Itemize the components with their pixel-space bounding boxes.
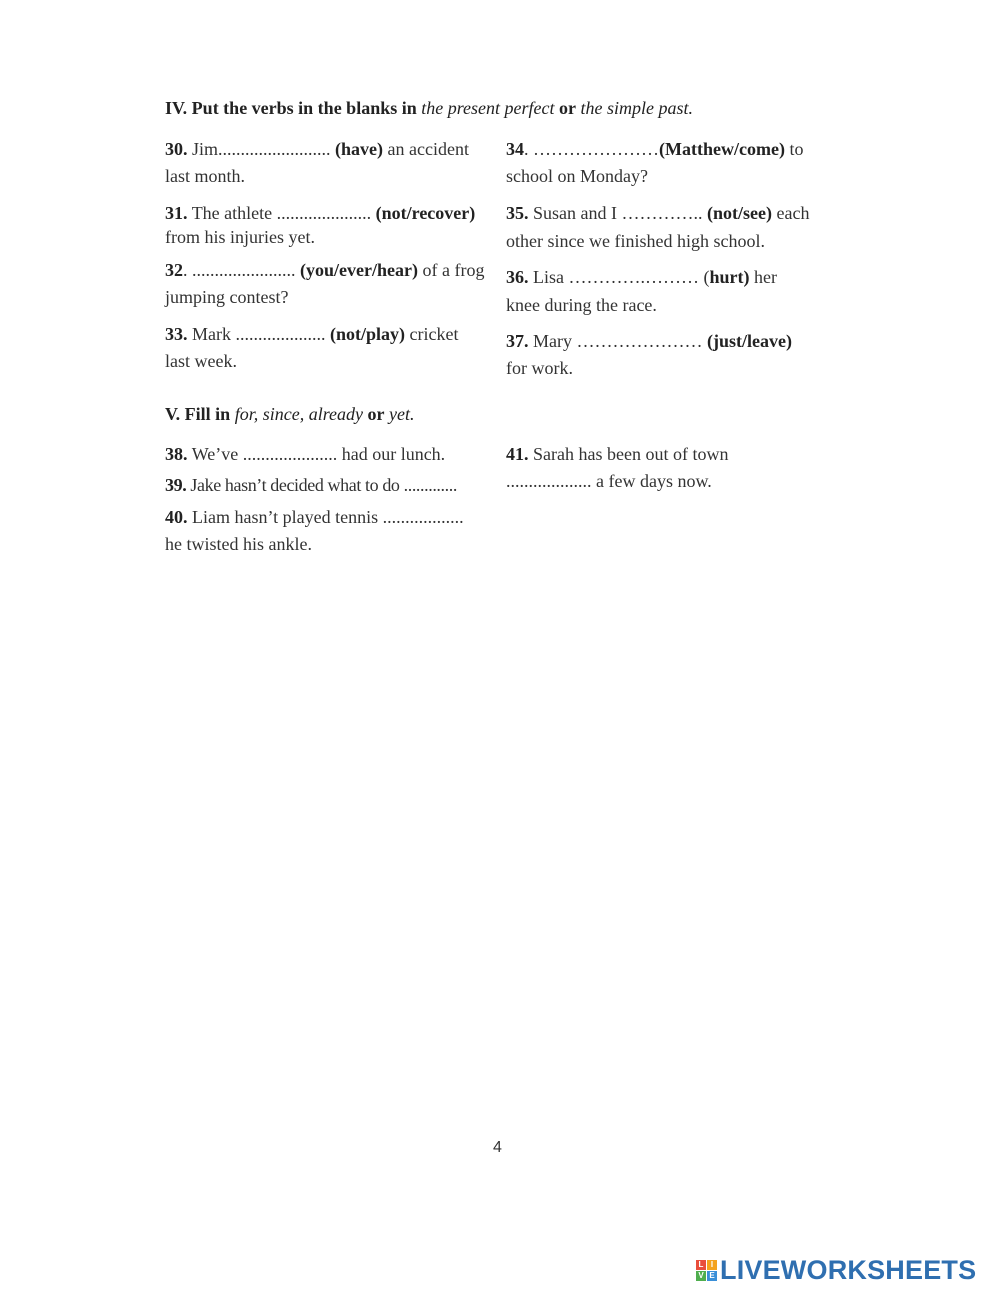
logo-icon-letter-l: L: [696, 1260, 706, 1270]
q38-number: 38.: [165, 444, 188, 464]
q39-number: 39.: [165, 475, 187, 495]
q33-verb: (not/play): [330, 324, 406, 344]
question-31: [165, 203, 475, 223]
section-5-heading-italic-1: for, since, already: [234, 404, 364, 424]
q36-number: 36.: [506, 267, 529, 287]
q32-number: 32: [165, 260, 183, 280]
q31-line-2: from his injuries yet.: [165, 227, 315, 247]
question-37: [506, 331, 792, 351]
q35-text-b: each: [776, 203, 810, 223]
q30-number: 30.: [165, 139, 188, 159]
q35-text-a[interactable]: Susan and I …………..: [533, 203, 703, 223]
section-4-heading-italic-2: the simple past.: [580, 98, 694, 118]
q34-verb: (Matthew/come): [659, 139, 785, 159]
q41-number: 41.: [506, 444, 529, 464]
q37-verb: (just/leave): [707, 331, 792, 351]
q41-line-2[interactable]: ................... a few days now.: [506, 471, 712, 491]
q33-line-2: last week.: [165, 351, 237, 371]
page-number: 4: [493, 1139, 502, 1156]
q39-text[interactable]: Jake hasn’t decided what to do .............: [190, 475, 457, 495]
logo-icon-letter-i: I: [707, 1260, 717, 1270]
liveworksheets-logo-icon: [696, 1260, 717, 1281]
q34-number: 34: [506, 139, 524, 159]
q31-number: 31.: [165, 203, 188, 223]
section-4-heading-bold-1: IV. Put the verbs in the blanks in: [165, 98, 417, 118]
question-39: [165, 475, 457, 495]
q30-line-2: last month.: [165, 166, 245, 186]
q40-line-2: he twisted his ankle.: [165, 534, 312, 554]
question-35: [506, 203, 809, 223]
section-4-heading: [165, 98, 693, 119]
question-32: [165, 260, 484, 280]
section-4-heading-italic-1: the present perfect: [421, 98, 555, 118]
question-38: [165, 444, 445, 464]
q35-verb: (not/see): [707, 203, 772, 223]
section-4-heading-bold-2: or: [559, 98, 577, 118]
section-5-heading: [165, 404, 415, 425]
question-34: [506, 139, 803, 159]
q33-text-a[interactable]: Mark ....................: [192, 324, 326, 344]
q30-verb: (have): [335, 139, 384, 159]
logo-icon-letter-e: E: [707, 1271, 717, 1281]
q41-text: Sarah has been out of town: [533, 444, 729, 464]
q38-text[interactable]: We’ve ..................... had our lunch.: [191, 444, 446, 464]
liveworksheets-logo[interactable]: [696, 1255, 976, 1286]
q33-number: 33.: [165, 324, 188, 344]
section-5-heading-bold-2: or: [367, 404, 385, 424]
logo-icon-letter-v: V: [696, 1271, 706, 1281]
q32-blank[interactable]: . .......................: [183, 260, 296, 280]
q30-text-a: Jim: [192, 139, 219, 159]
question-30: [165, 139, 490, 159]
q31-text-a: The athlete: [191, 203, 273, 223]
q40-text[interactable]: Liam hasn’t played tennis ..................: [192, 507, 464, 527]
q34-blank[interactable]: . …………………: [524, 139, 659, 159]
q34-text-b: to: [789, 139, 804, 159]
q33-text-b: cricket: [409, 324, 459, 344]
q37-line-2: for work.: [506, 358, 573, 378]
q30-blank[interactable]: .........................: [218, 139, 331, 159]
q40-number: 40.: [165, 507, 188, 527]
q37-text-a[interactable]: Mary …………………: [533, 331, 703, 351]
question-33: [165, 324, 458, 344]
q36-line-2: knee during the race.: [506, 295, 657, 315]
q36-text-b: her: [753, 267, 777, 287]
section-5-heading-italic-2: yet.: [389, 404, 415, 424]
section-5-heading-bold-1: V. Fill in: [165, 404, 231, 424]
q31-blank[interactable]: .....................: [276, 203, 372, 223]
question-41: [506, 444, 728, 464]
q36-text-a[interactable]: Lisa ………….……… (: [533, 267, 710, 287]
liveworksheets-logo-text: LIVEWORKSHEETS: [720, 1255, 977, 1285]
q32-text-b: of a frog: [422, 260, 485, 280]
q35-number: 35.: [506, 203, 529, 223]
q32-verb: (you/ever/hear): [300, 260, 418, 280]
q34-line-2: school on Monday?: [506, 166, 648, 186]
q31-verb: (not/recover): [375, 203, 476, 223]
q35-line-2: other since we finished high school.: [506, 231, 765, 251]
question-36: [506, 267, 777, 287]
q37-number: 37.: [506, 331, 529, 351]
q30-text-b: an accident: [387, 139, 469, 159]
q32-line-2: jumping contest?: [165, 287, 289, 307]
question-40: [165, 507, 464, 527]
q36-verb: hurt): [709, 267, 750, 287]
